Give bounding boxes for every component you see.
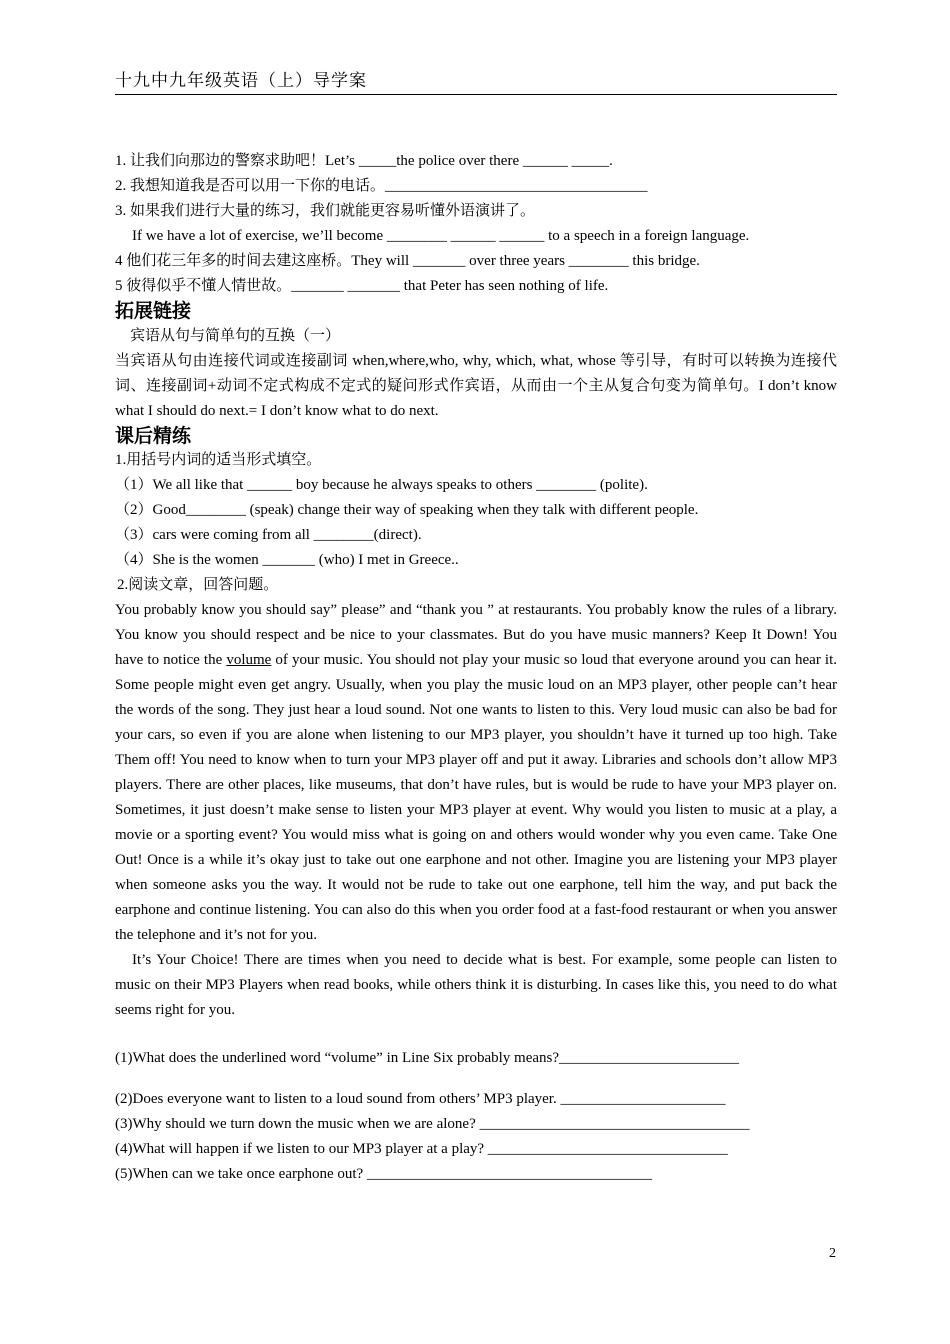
- translation-item-4: 4 他们花三年多的时间去建这座桥。They will _______ over three years ________ this bridge.: [115, 253, 700, 269]
- page-number: 2: [829, 1246, 836, 1261]
- task1-item-4: （4）She is the women _______ (who) I met in Greece..: [115, 552, 459, 568]
- question-3: (3)Why should we turn down the music when we are alone? ____________________________________: [115, 1116, 750, 1132]
- extension-body: [115, 349, 837, 424]
- extension-body-text: 当宾语从句由连接代词或连接副词 when,where,who, why, which, what, whose 等引导，有时可以转换为连接代词、连接副词+动词不定式构成不定式的疑问形式作宾语，从而由一个主从复合句变为简单句。I don’t know what I should do next.= I don’t know what to do next.: [115, 353, 837, 419]
- translation-item-3-english: If we have a lot of exercise, we’ll become ________ ______ ______ to a speech in a foreign language.: [132, 228, 750, 244]
- question-1: (1)What does the underlined word “volume” in Line Six probably means?________________________: [115, 1050, 740, 1066]
- reading-passage: [115, 598, 837, 1023]
- page-header: [115, 66, 837, 95]
- task2-title: 2.阅读文章，回答问题。: [117, 577, 279, 593]
- extension-heading: 拓展链接: [115, 300, 192, 322]
- task1-item-2: （2）Good________ (speak) change their way of speaking when they talk with different people.: [115, 502, 699, 518]
- task1-title: 1.用括号内词的适当形式填空。: [115, 452, 322, 468]
- extension-subtitle: 宾语从句与简单句的互换（一）: [130, 328, 341, 344]
- task1-item-1: （1）We all like that ______ boy because he always speaks to others ________ (polite).: [115, 477, 648, 493]
- question-5: (5)When can we take once earphone out? ______________________________________: [115, 1166, 652, 1182]
- translation-item-3: 3. 如果我们进行大量的练习，我们就能更容易听懂外语演讲了。: [115, 203, 536, 219]
- translation-item-5: 5 彼得似乎不懂人情世故。_______ _______ that Peter has seen nothing of life.: [115, 278, 609, 294]
- question-2: (2)Does everyone want to listen to a loud sound from others’ MP3 player. ______________________: [115, 1091, 726, 1107]
- practice-heading: 课后精练: [115, 425, 192, 447]
- question-4: (4)What will happen if we listen to our MP3 player at a play? ________________________________: [115, 1141, 728, 1157]
- passage-text-b: of your music. You should not play your music so loud that everyone around you can hear it. Some people might even get angry. Usually, when you play the music loud on an MP3 player, other people can’t hear the words of the song. They just hear a loud sound. Not one wants to listen to this. Very loud music can also be bad for your cars, so even if you are alone when listening to our MP3 player, you shouldn’t have it turned up too high. Take Them off! You need to know when to turn your MP3 player off and put it away. Libraries and schools don’t allow MP3 players. There are other places, like museums, that don’t have rules, but is would be rude to have your MP3 player on. Sometimes, it just doesn’t make sense to listen your MP3 player at event. Why would you listen to music at a play, a movie or a sporting event? You would miss what is going on and others would wonder why you even came. Take One Out! Once is a while it’s okay just to take out one earphone and not other. Imagine you are listening your MP3 player when someone asks you the way. It would not be rude to take out one earphone, tell him the way, and put back the earphone and continue listening. You can also do this when you order food at a fast-food restaurant or when you answer the telephone and it’s not for you.: [115, 652, 837, 943]
- passage-text-a: You probably know you should say” please” and “thank you ” at restaurants. You probably know the rules of a library. You know you should respect and be nice to your classmates. But do you have music manners? Keep It Down! You have to notice the: [115, 602, 837, 668]
- passage-paragraph-1: [115, 598, 837, 948]
- translation-item-2: 2. 我想知道我是否可以用一下你的电话。___________________________________: [115, 178, 648, 194]
- passage-paragraph-2: It’s Your Choice! There are times when you need to decide what is best. For example, some people can listen to music on their MP3 Players when read books, while others think it is disturbing. In cases like this, you need to do what seems right for you.: [115, 952, 837, 1018]
- task1-item-3: （3）cars were coming from all ________(direct).: [115, 527, 422, 543]
- underlined-word: volume: [226, 652, 272, 668]
- header-title: 十九中九年级英语（上）导学案: [115, 71, 367, 90]
- translation-item-1: 1. 让我们向那边的警察求助吧！Let’s _____the police over there ______ _____.: [115, 153, 613, 169]
